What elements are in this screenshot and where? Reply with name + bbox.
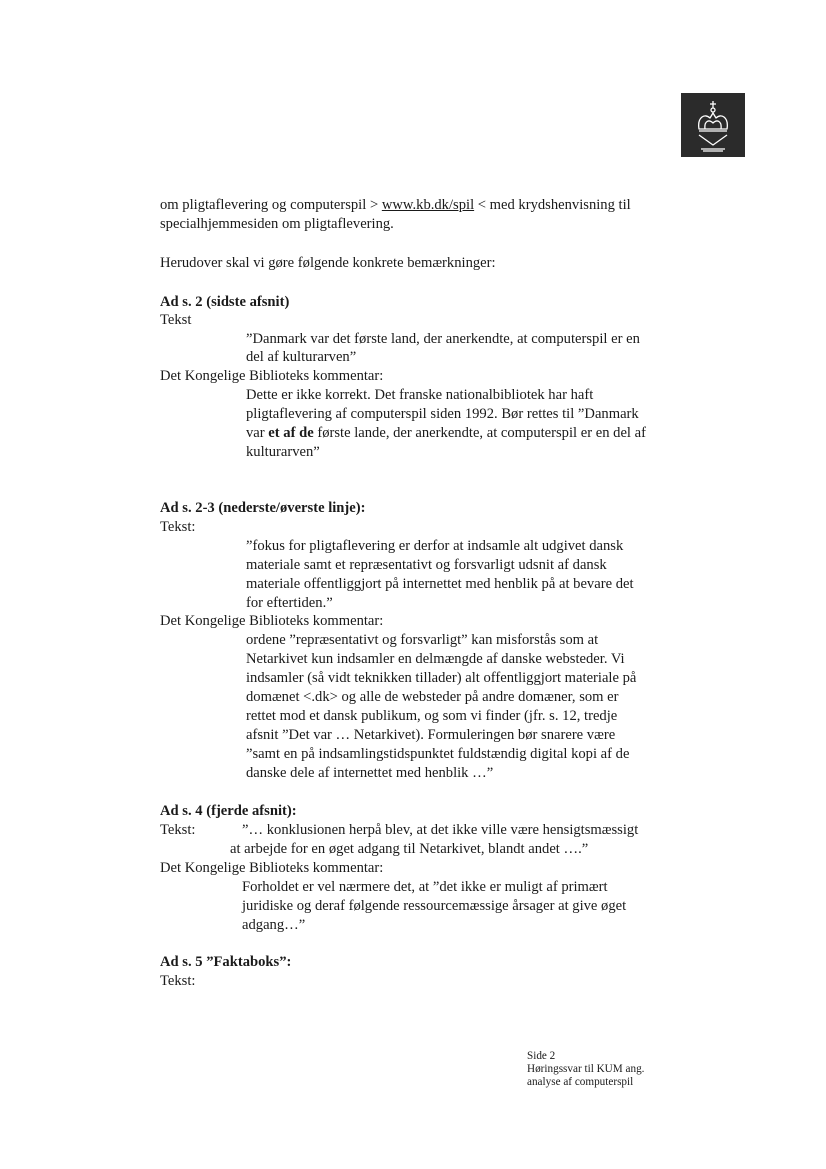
comment-label: Det Kongelige Biblioteks kommentar:	[160, 860, 384, 876]
comment-line: ”samt en på indsamlingstidspunktet fuldstændig digital kopi af de	[246, 746, 630, 762]
comment-line: Forholdet er vel nærmere det, at ”det ikke er muligt af primært	[242, 879, 608, 895]
intro-paragraph-2: Herudover skal vi gøre følgende konkrete bemærkninger:	[160, 255, 496, 271]
intro-paragraph-line2: specialhjemmesiden om pligtaflevering.	[160, 216, 394, 232]
section-heading-s5: Ad s. 5 ”Faktaboks”:	[160, 954, 292, 970]
page-footer	[527, 1050, 644, 1090]
quote-line: materiale samt et repræsentativt og forsvarligt udsnit af dansk	[246, 557, 607, 573]
quote-line: ”fokus for pligtaflevering er derfor at indsamle alt udgivet dansk	[246, 538, 624, 554]
comment-line: danske dele af internettet med henblik …”	[246, 765, 494, 781]
comment-line: rettet mod et dansk publikum, og som vi finder (jfr. s. 12, tredje	[246, 708, 618, 724]
quote-line: materiale offentliggjort på internettet med henblik på at bevare det	[246, 576, 634, 592]
text-label: Tekst	[160, 312, 192, 328]
section-heading-s2-3: Ad s. 2-3 (nederste/øverste linje):	[160, 500, 366, 516]
comment-line: kulturarven”	[246, 444, 320, 460]
comment-label: Det Kongelige Biblioteks kommentar:	[160, 613, 384, 629]
comment-line: adgang…”	[242, 917, 306, 933]
quote-line: for eftertiden.”	[246, 595, 333, 611]
quote-line: ”… konklusionen herpå blev, at det ikke ville være hensigtsmæssigt	[242, 822, 639, 838]
comment-line: domænet <.dk> og alle de websteder på andre domæner, som er	[246, 689, 619, 705]
bold-emphasis: et af de	[268, 425, 314, 441]
comment-line: ordene ”repræsentativt og forsvarligt” kan misforstås som at	[246, 632, 599, 648]
text-label: Tekst:	[160, 519, 196, 535]
comment-line: Netarkivet kun indsamler en delmængde af danske websteder. Vi	[246, 651, 625, 667]
kb-spil-link[interactable]: www.kb.dk/spil	[381, 197, 475, 213]
quote-line: del af kulturarven”	[246, 349, 357, 365]
section-heading-s2: Ad s. 2 (sidste afsnit)	[160, 294, 290, 310]
footer-line: analyse af computerspil	[527, 1076, 634, 1089]
quote-line: ”Danmark var det første land, der anerkendte, at computerspil er en	[246, 331, 640, 347]
section-heading-s4: Ad s. 4 (fjerde afsnit):	[160, 803, 297, 819]
text-label: Tekst:	[160, 973, 196, 989]
page-number: Side 2	[527, 1050, 556, 1062]
comment-line: var et af de første lande, der anerkendte, at computerspil er en del af	[246, 425, 646, 441]
comment-line: Dette er ikke korrekt. Det franske nationalbibliotek har haft	[246, 387, 594, 403]
comment-line: juridiske og deraf følgende ressourcemæssige årsager at give øget	[242, 898, 627, 914]
comment-line: afsnit ”Det var … Netarkivet). Formuleringen bør snarere være	[246, 727, 616, 743]
text-label: Tekst:	[160, 822, 196, 838]
quote-line: at arbejde for en øget adgang til Netarkivet, blandt andet ….”	[230, 841, 589, 857]
comment-line: indsamler (så vidt teknikken tillader) alt offentliggjort materiale på	[246, 670, 637, 686]
comment-line: pligtaflevering af computerspil siden 1992. Bør rettes til ”Danmark	[246, 406, 639, 422]
crown-icon	[681, 93, 745, 157]
intro-paragraph-line1: om pligtaflevering og computerspil > www.kb.dk/spil < med krydshenvisning til	[160, 197, 631, 213]
comment-label: Det Kongelige Biblioteks kommentar:	[160, 368, 384, 384]
footer-line: Høringssvar til KUM ang.	[527, 1063, 645, 1076]
